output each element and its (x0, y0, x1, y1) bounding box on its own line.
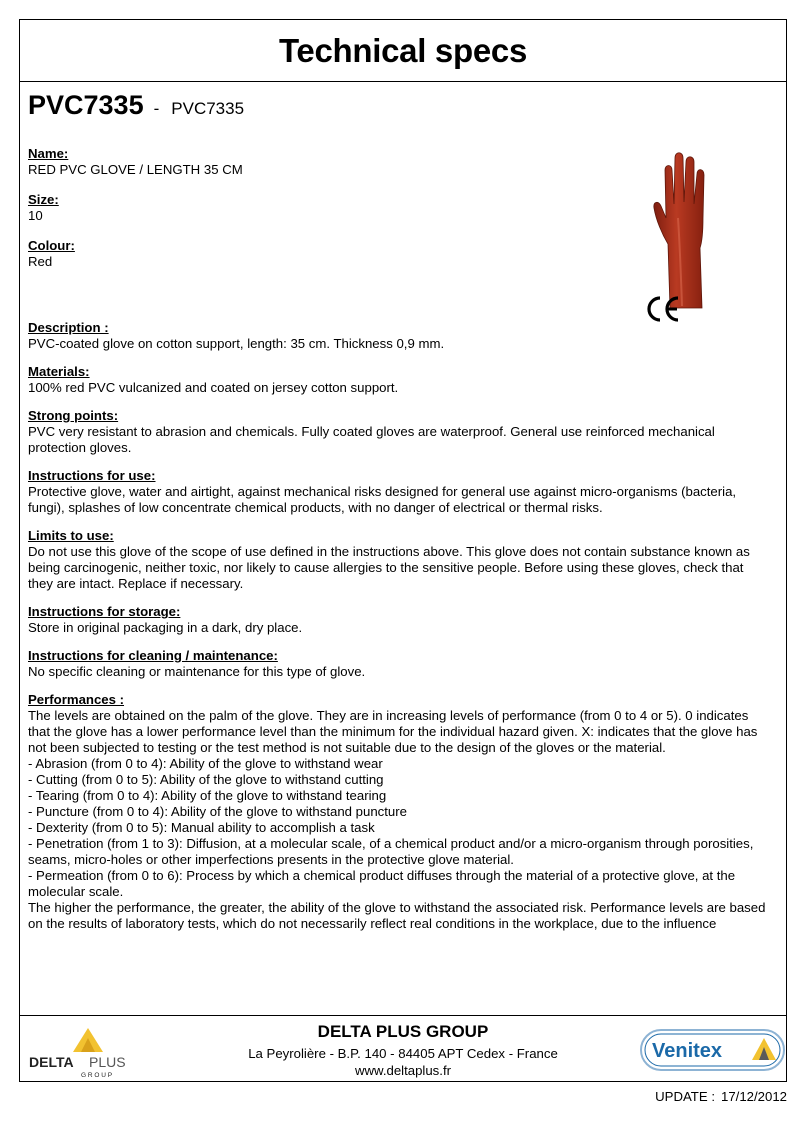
venitex-logo (640, 1029, 785, 1071)
materials-value: 100% red PVC vulcanized and coated on jersey cotton support. (28, 380, 399, 395)
name-section (28, 146, 768, 178)
logo-text-delta: DELTA (29, 1054, 74, 1070)
update-label: UPDATE : (655, 1089, 715, 1104)
strong-points-value: PVC very resistant to abrasion and chemicals. Fully coated gloves are waterproof. General use reinforced mechanical protection gloves. (28, 424, 715, 455)
size-label: Size: (28, 192, 59, 207)
limits-value: Do not use this glove of the scope of use defined in the instructions above. This glove does not contain substance known as being carcinogenic, neither toxic, nor likely to cause allergies to the sensitive people. Before using these gloves, check that they are intact. Replace if necessary. (28, 544, 750, 591)
performance-item: - Penetration (from 1 to 3): Diffusion, at a molecular scale, of a chemical product and/or a micro-organism through porosities, seams, micro-holes or other imperfections presents in the protective glove material. (28, 836, 754, 867)
spec-sheet-frame (19, 19, 787, 1082)
title-row (20, 20, 786, 82)
colour-value: Red (28, 254, 53, 269)
cleaning-section (28, 648, 768, 680)
product-code: PVC7335 (28, 90, 144, 120)
footer (20, 1015, 786, 1083)
update-date (649, 1089, 787, 1104)
limits-section (28, 528, 768, 592)
company-name: DELTA PLUS GROUP (317, 1022, 489, 1041)
instructions-use-value: Protective glove, water and airtight, against mechanical risks designed for general use against micro-organisms (bacteria, fungi), splashes of low concentrate chemical products, with no danger of electrical or thermal risks. (28, 484, 737, 515)
description-section (28, 320, 768, 352)
materials-label: Materials: (28, 364, 90, 379)
storage-value: Store in original packaging in a dark, dry place. (28, 620, 303, 635)
name-label: Name: (28, 146, 69, 161)
logo-text-plus: PLUS (89, 1054, 126, 1070)
performances-label: Performances : (28, 692, 125, 707)
product-separator: - (153, 99, 160, 118)
company-address: La Peyrolière - B.P. 140 - 84405 APT Cedex - France (248, 1046, 558, 1061)
performances-intro: The levels are obtained on the palm of the glove. They are in increasing levels of performance (from 0 to 4 or 5). 0 indicates that the glove has a lower performance level than the minimum for the individual hazard given. X: indicates that the glove has not been subjected to testing or the test method is not suitable due to the design of the gloves or the material. (28, 708, 758, 755)
limits-label: Limits to use: (28, 528, 114, 543)
performances-outro: The higher the performance, the greater, the ability of the glove to withstand the associated risk. Performance levels are based on the results of laboratory tests, which do not necessarily reflect real conditions in the workplace, due to the influence (28, 900, 766, 931)
product-heading (28, 90, 244, 121)
name-value: RED PVC GLOVE / LENGTH 35 CM (28, 162, 243, 177)
description-label: Description : (28, 320, 109, 335)
colour-section (28, 238, 768, 270)
performances-section (28, 692, 768, 932)
cleaning-value: No specific cleaning or maintenance for this type of glove. (28, 664, 366, 679)
size-section (28, 192, 768, 224)
company-website[interactable]: www.deltaplus.fr (354, 1063, 451, 1078)
performance-item: - Permeation (from 0 to 6): Process by which a chemical product diffuses through the material of a protective glove, at the molecular scale. (28, 868, 736, 899)
product-ref: PVC7335 (171, 99, 245, 118)
colour-label: Colour: (28, 238, 75, 253)
performance-item: - Puncture (from 0 to 4): Ability of the glove to withstand puncture (28, 804, 407, 819)
logo-text-venitex: Venitex (652, 1040, 723, 1062)
strong-points-section (28, 408, 768, 456)
performance-item: - Cutting (from 0 to 5): Ability of the glove to withstand cutting (28, 772, 384, 787)
spec-content (28, 146, 768, 944)
strong-points-label: Strong points: (28, 408, 119, 423)
performance-item: - Dexterity (from 0 to 5): Manual ability to accomplish a task (28, 820, 375, 835)
description-value: PVC-coated glove on cotton support, length: 35 cm. Thickness 0,9 mm. (28, 336, 445, 351)
performance-item: - Tearing (from 0 to 4): Ability of the glove to withstand tearing (28, 788, 387, 803)
update-value: 17/12/2012 (720, 1089, 787, 1104)
cleaning-label: Instructions for cleaning / maintenance: (28, 648, 278, 663)
performance-item: - Abrasion (from 0 to 4): Ability of the glove to withstand wear (28, 756, 383, 771)
logo-text-group: G R O U P (81, 1072, 113, 1078)
instructions-use-label: Instructions for use: (28, 468, 156, 483)
storage-label: Instructions for storage: (28, 604, 181, 619)
storage-section (28, 604, 768, 636)
materials-section (28, 364, 768, 396)
instructions-use-section (28, 468, 768, 516)
size-value: 10 (28, 208, 43, 223)
page-title: Technical specs (278, 31, 527, 69)
